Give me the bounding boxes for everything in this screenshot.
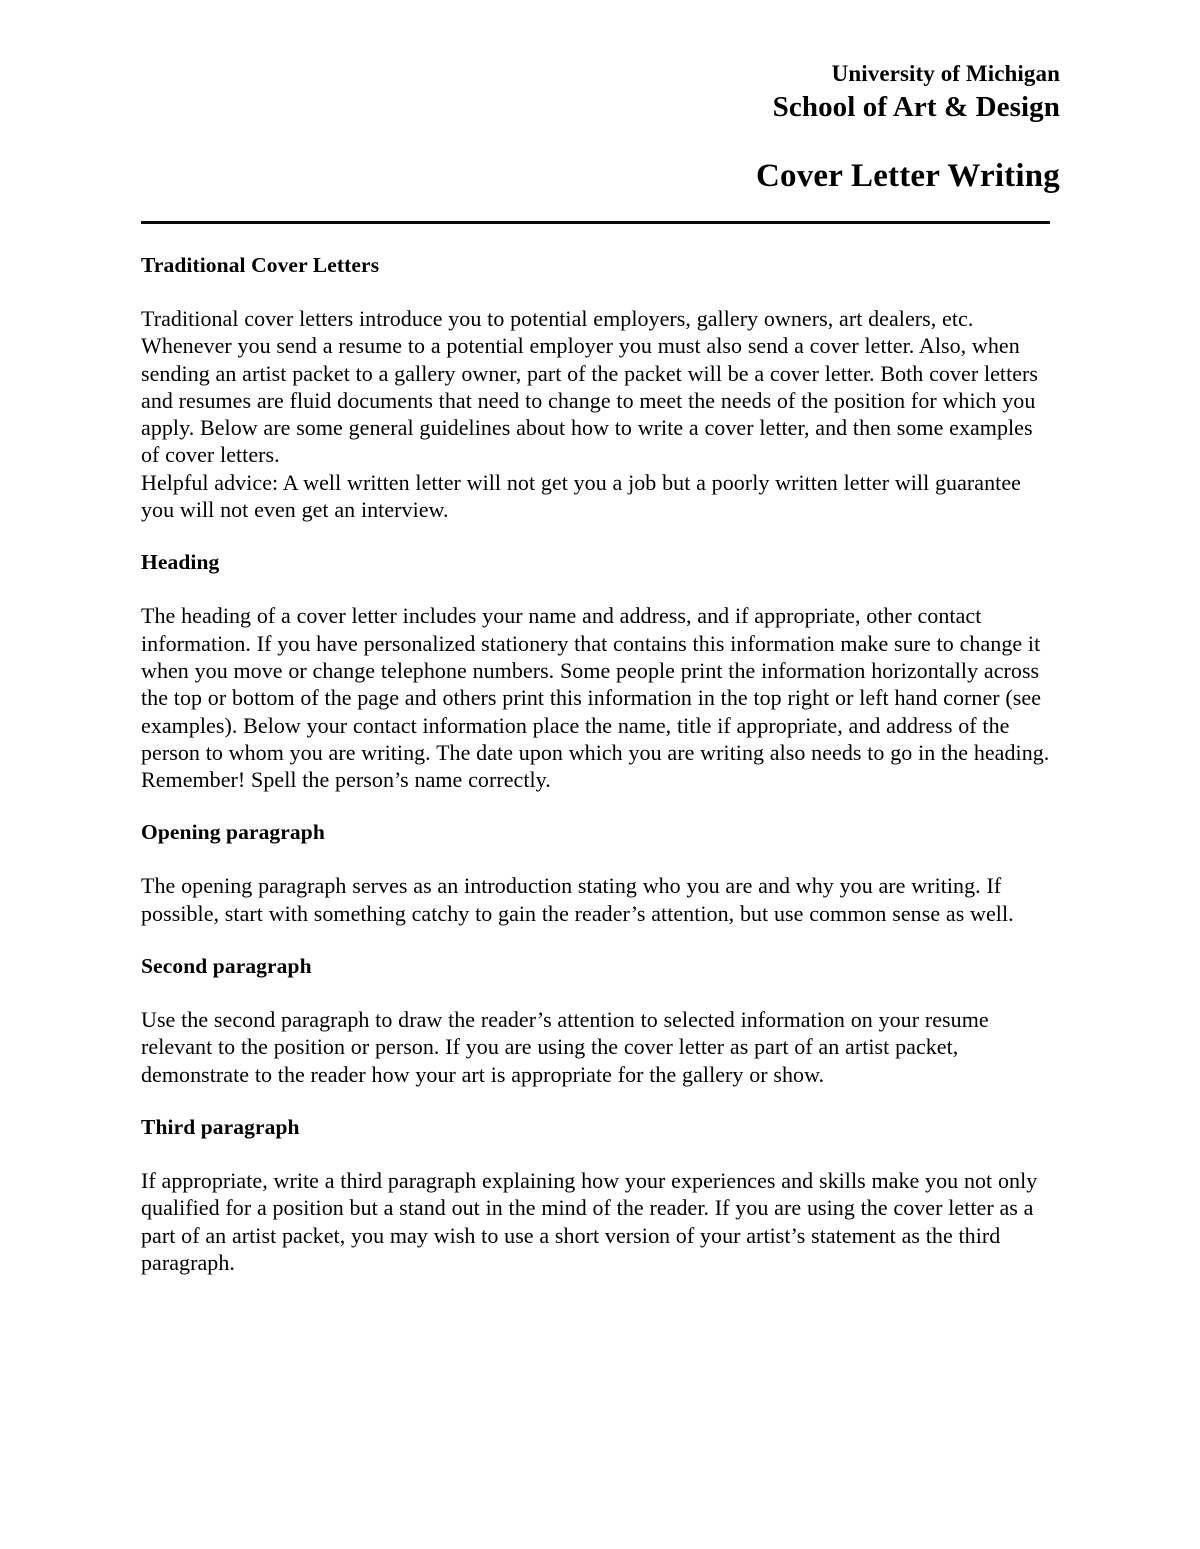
page-title: Cover Letter Writing: [756, 158, 1060, 194]
document-section: [141, 953, 1056, 1088]
document-header: [141, 58, 1060, 197]
document-section: [141, 819, 1056, 927]
document-section: [141, 1114, 1056, 1276]
section-heading: Second paragraph: [141, 954, 312, 979]
school-name: School of Art & Design: [772, 91, 1060, 123]
body-paragraph: Use the second paragraph to draw the reader’s attention to selected information on your resume relevant to the position or person. If you are using the cover letter as part of an artist packet, demonstrate to the reader how your art is appropriate for the gallery or show.: [141, 1007, 989, 1087]
document-section: [141, 252, 1056, 523]
document-section: [141, 549, 1056, 793]
organization-name: University of Michigan: [831, 61, 1060, 86]
section-heading: Third paragraph: [141, 1114, 300, 1139]
document-body: [141, 252, 1056, 1276]
section-heading: Traditional Cover Letters: [141, 253, 380, 277]
section-heading: Heading: [141, 550, 220, 575]
body-paragraph: The heading of a cover letter includes your name and address, and if appropriate, other contact information. If you have personalized stationery that contains this information make sure to change it when you move or change telephone numbers. Some people print the information horizontally across the top or bottom of the page and others print this information in the top right or left hand corner (see examples). Below your contact information place the name, title if appropriate, and address of the person to whom you are writing. The date upon which you are writing also needs to go in the heading. Remember! Spell the person’s name correctly.: [141, 603, 1050, 793]
section-heading: Opening paragraph: [141, 820, 325, 845]
header-divider-rule: [141, 221, 1050, 224]
body-paragraph: If appropriate, write a third paragraph explaining how your experiences and skills make you not only qualified for a position but a stand out in the mind of the reader. If you are using the cover letter as a part of an artist packet, you may wish to use a short version of your artist’s statement as the third paragraph.: [141, 1167, 1038, 1275]
body-paragraph: Traditional cover letters introduce you to potential employers, gallery owners, art dealers, etc. Whenever you send a resume to a potential employer you must also send a cover letter. Also, when sending an artist packet to a gallery owner, part of the packet will be a cover letter. Both cover letters and resumes are fluid documents that need to change to meet the needs of the position for which you apply. Below are some general guidelines about how to write a cover letter, and then some examples of cover letters.: [141, 306, 1039, 468]
body-paragraph: Helpful advice: A well written letter will not get you a job but a poorly written letter will guarantee you will not even get an interview.: [141, 469, 1021, 523]
body-paragraph: The opening paragraph serves as an introduction stating who you are and why you are writing. If possible, start with something catchy to gain the reader’s attention, but use common sense as well.: [141, 873, 1014, 926]
